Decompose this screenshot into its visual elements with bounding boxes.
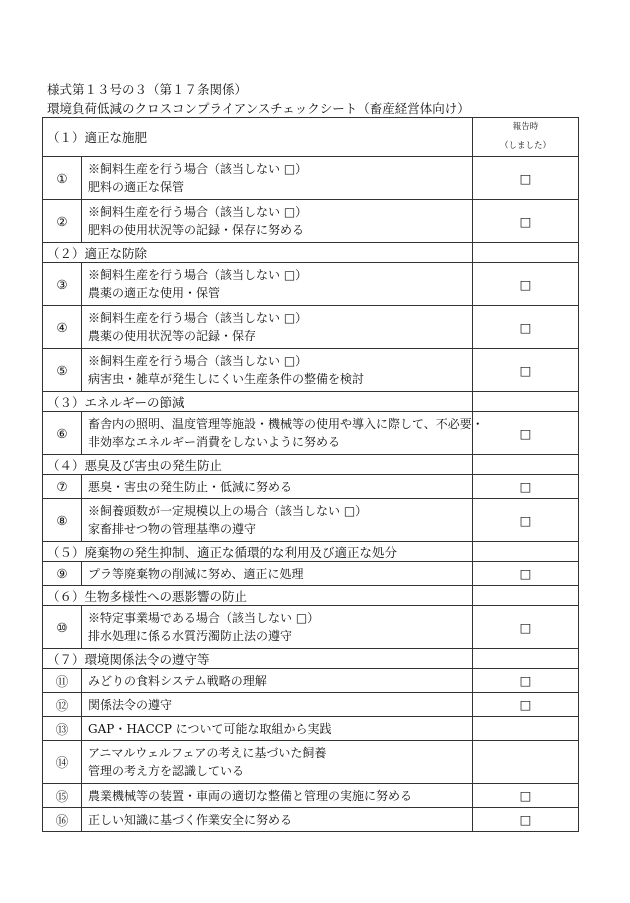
item-text-line: ※飼料生産を行う場合（該当しない □）: [88, 354, 308, 368]
item-text-line: 畜舎内の照明、温度管理等施設・機械等の使用や導入に際して、不必要・: [88, 417, 484, 431]
item-number: ⑩: [43, 606, 82, 649]
item-number: ⑯: [43, 808, 82, 832]
item-number: ⑤: [43, 349, 82, 392]
checklist-item-row: [43, 669, 579, 693]
section-blank-cell: [473, 392, 579, 412]
item-number: ⑧: [43, 499, 82, 542]
section-row: [43, 455, 579, 475]
report-checkbox[interactable]: □: [519, 788, 532, 803]
section-row: [43, 118, 579, 157]
report-checkbox[interactable]: □: [519, 276, 532, 292]
section-blank-cell: [473, 542, 579, 562]
item-text-line: 管理の考え方を認識している: [88, 764, 245, 778]
item-text: [82, 693, 473, 717]
item-text-line: ※飼料生産を行う場合（該当しない □）: [88, 268, 308, 282]
checklist-item-row: [43, 349, 579, 392]
item-number: ②: [43, 200, 82, 243]
checklist-item-row: [43, 157, 579, 200]
item-number: ⑬: [43, 717, 82, 741]
report-checkbox-cell: [473, 693, 579, 717]
item-number: ⑮: [43, 784, 82, 808]
item-number: ⑥: [43, 412, 82, 455]
section-row: [43, 243, 579, 263]
checklist-item-row: [43, 263, 579, 306]
checklist-item-row: [43, 808, 579, 832]
report-checkbox-cell: [473, 306, 579, 349]
item-number: ③: [43, 263, 82, 306]
section-blank-cell: [473, 455, 579, 475]
report-checkbox[interactable]: □: [519, 425, 532, 441]
section-row: [43, 586, 579, 606]
item-text-line: 肥料の使用状況等の記録・保存に努める: [88, 223, 305, 237]
item-number: ①: [43, 157, 82, 200]
item-text-line: みどりの食料システム戦略の理解: [88, 673, 267, 688]
item-text: [82, 784, 473, 808]
report-checkbox[interactable]: □: [519, 619, 532, 635]
report-checkbox-cell: [473, 349, 579, 392]
checklist-item-row: [43, 499, 579, 542]
item-number: ④: [43, 306, 82, 349]
section-row: [43, 542, 579, 562]
report-checkbox[interactable]: □: [519, 697, 532, 712]
report-checkbox[interactable]: □: [519, 479, 532, 494]
item-text-line: ※飼料生産を行う場合（該当しない □）: [88, 205, 308, 219]
item-text-line: アニマルウェルフェアの考えに基づいた飼養: [88, 746, 327, 760]
report-checkbox[interactable]: □: [519, 319, 532, 335]
section-title: （４）悪臭及び害虫の発生防止: [43, 455, 473, 475]
item-text: [82, 562, 473, 586]
item-text-line: 悪臭・害虫の発生防止・低減に努める: [88, 479, 293, 494]
item-text-line: 家畜排せつ物の管理基準の遵守: [88, 522, 257, 536]
report-checkbox[interactable]: □: [519, 673, 532, 688]
item-text-line: 病害虫・雑草が発生しにくい生産条件の整備を検討: [88, 372, 365, 386]
report-checkbox-cell: [473, 412, 579, 455]
report-header-label: （しました）: [500, 141, 552, 151]
report-checkbox-cell: [473, 562, 579, 586]
report-checkbox-cell: [473, 263, 579, 306]
section-title: （２）適正な防除: [43, 243, 473, 263]
item-text-line: プラ等廃棄物の削減に努め、適正に処理: [88, 566, 304, 581]
report-checkbox-cell: [473, 669, 579, 693]
item-text-line: GAP・HACCP について可能な取組から実践: [88, 721, 332, 736]
item-number: ⑦: [43, 475, 82, 499]
item-text-line: ※飼養頭数が一定規模以上の場合（該当しない □）: [88, 504, 368, 518]
section-title: （５）廃棄物の発生抑制、適正な循環的な利用及び適正な処分: [43, 542, 473, 562]
item-text-line: 排水処理に係る水質汚濁防止法の遵守: [88, 629, 293, 643]
report-checkbox-cell: [473, 200, 579, 243]
checklist-item-row: [43, 784, 579, 808]
item-text: [82, 499, 473, 542]
item-text: [82, 808, 473, 832]
report-checkbox[interactable]: □: [519, 566, 532, 581]
item-number: ⑭: [43, 741, 82, 784]
checklist-item-row: [43, 306, 579, 349]
item-text: [82, 263, 473, 306]
item-text-line: 関係法令の遵守: [88, 697, 173, 712]
item-text: [82, 349, 473, 392]
report-header-cell: [473, 118, 579, 157]
item-text: [82, 717, 473, 741]
report-checkbox[interactable]: □: [519, 512, 532, 528]
report-checkbox[interactable]: □: [519, 213, 532, 229]
item-number: ⑪: [43, 669, 82, 693]
section-title: （３）エネルギーの節減: [43, 392, 473, 412]
item-text: [82, 606, 473, 649]
report-checkbox-cell: [473, 717, 579, 741]
report-checkbox-cell: [473, 606, 579, 649]
sheet-title: 環境負荷低減のクロスコンプライアンスチェックシート（畜産経営体向け）: [47, 101, 470, 116]
item-text-line: 正しい知識に基づく作業安全に努める: [88, 812, 293, 827]
report-checkbox[interactable]: □: [519, 362, 532, 378]
item-text: [82, 669, 473, 693]
checklist-item-row: [43, 741, 579, 784]
section-blank-cell: [473, 586, 579, 606]
checklist-item-row: [43, 693, 579, 717]
item-text-line: 肥料の適正な保管: [88, 180, 185, 194]
report-checkbox-cell: [473, 499, 579, 542]
item-text: [82, 741, 473, 784]
checklist-item-row: [43, 606, 579, 649]
form-number: 様式第１３号の３（第１７条関係）: [47, 82, 248, 97]
item-text: [82, 306, 473, 349]
item-text: [82, 412, 484, 455]
section-title: （６）生物多様性への悪影響の防止: [43, 586, 473, 606]
section-row: [43, 392, 579, 412]
item-text: [82, 157, 473, 200]
section-title: （７）環境関係法令の遵守等: [43, 649, 473, 669]
item-text-line: 農業機械等の装置・車両の適切な整備と管理の実施に努める: [88, 788, 413, 803]
section-blank-cell: [473, 243, 579, 263]
checklist-item-row: [43, 475, 579, 499]
report-checkbox[interactable]: □: [519, 170, 532, 186]
report-header-label: 報告時: [512, 122, 539, 132]
checklist-item-row: [43, 562, 579, 586]
report-checkbox-cell: [473, 808, 579, 832]
report-checkbox-cell: [473, 475, 579, 499]
report-checkbox-cell: [473, 784, 579, 808]
item-text: [82, 200, 473, 243]
checklist-table: [42, 117, 579, 832]
item-text: [82, 475, 473, 499]
item-number: ⑨: [43, 562, 82, 586]
item-text-line: 農薬の適正な使用・保管: [88, 286, 221, 300]
section-blank-cell: [473, 649, 579, 669]
checklist-item-row: [43, 412, 579, 455]
item-text-line: 農薬の使用状況等の記録・保存: [88, 329, 257, 343]
checklist-item-row: [43, 717, 579, 741]
item-text-line: ※飼料生産を行う場合（該当しない □）: [88, 311, 308, 325]
report-checkbox-cell: [473, 157, 579, 200]
checklist-item-row: [43, 200, 579, 243]
item-text-line: ※飼料生産を行う場合（該当しない □）: [88, 162, 308, 176]
section-title: （１）適正な施肥: [43, 118, 473, 157]
section-row: [43, 649, 579, 669]
item-number: ⑫: [43, 693, 82, 717]
item-text-line: ※特定事業場である場合（該当しない □）: [88, 611, 320, 625]
item-text-line: 非効率なエネルギー消費をしないように努める: [88, 435, 341, 449]
report-checkbox[interactable]: □: [519, 812, 532, 827]
report-checkbox-cell: [473, 741, 579, 784]
